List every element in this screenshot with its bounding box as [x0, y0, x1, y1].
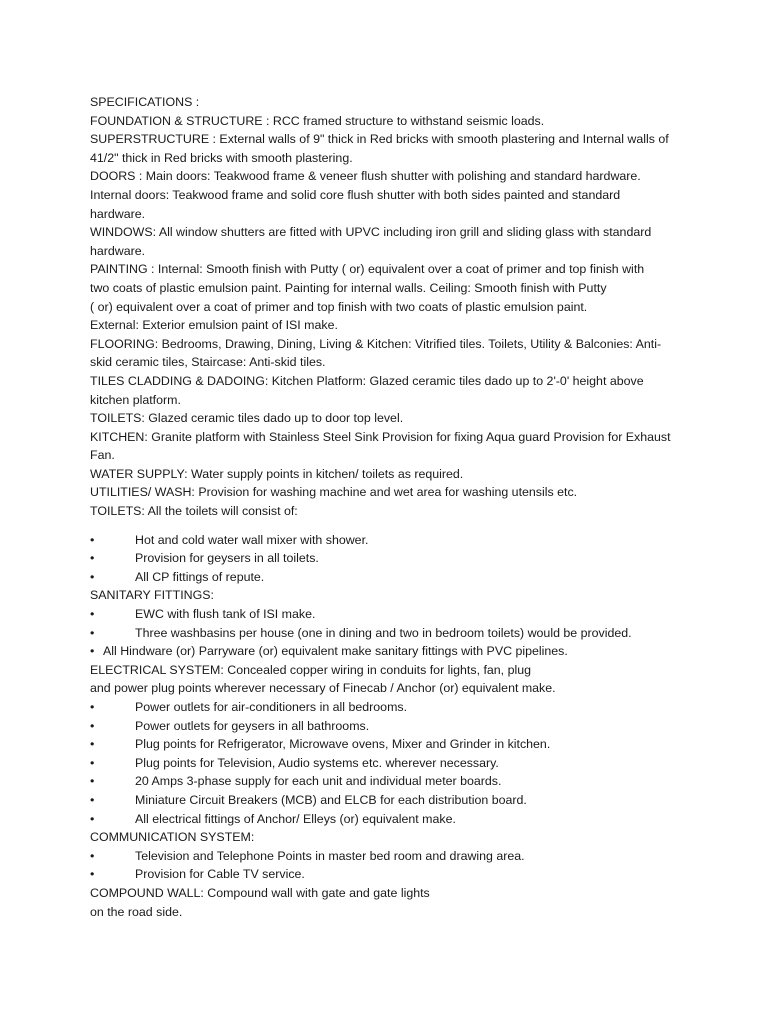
- paragraph-gap: [90, 521, 690, 531]
- bullet-marker: •: [90, 737, 95, 752]
- bullet-text: All CP fittings of repute.: [135, 569, 265, 584]
- bullet-marker: •: [90, 625, 95, 640]
- bullet-marker: •: [90, 532, 95, 547]
- bullet-text: Power outlets for air-conditioners in all bedrooms.: [135, 700, 408, 714]
- bullet-marker: •: [90, 774, 95, 789]
- bullet-text: Plug points for Refrigerator, Microwave ovens, Mixer and Grinder in kitchen.: [135, 737, 551, 752]
- text-line: FOUNDATION & STRUCTURE : RCC framed structure to withstand seismic loads.: [90, 113, 545, 128]
- bullet-text: Provision for geysers in all toilets.: [135, 551, 319, 566]
- bullet-text: Television and Telephone Points in master bed room and drawing area.: [135, 848, 525, 863]
- text-line: COMMUNICATION SYSTEM:: [90, 830, 255, 845]
- bullet-item: [90, 549, 690, 568]
- text-line: hardware.: [90, 206, 146, 221]
- bullet-item: [90, 698, 690, 717]
- bullet-marker: •: [90, 848, 95, 863]
- text-line: TOILETS: All the toilets will consist of:: [90, 504, 298, 519]
- bullet-marker: •: [90, 700, 95, 714]
- bullet-item: [90, 624, 690, 643]
- bullet-text: All Hindware (or) Parryware (or) equivalent make sanitary fittings with PVC pipelines.: [103, 644, 568, 659]
- bullet-marker: •: [90, 644, 95, 659]
- bullet-marker: •: [90, 755, 95, 770]
- bullet-marker: •: [90, 811, 95, 826]
- document-body: [90, 93, 690, 921]
- bullet-item: [90, 754, 690, 773]
- text-line: skid ceramic tiles, Staircase: Anti-skid tiles.: [90, 355, 326, 370]
- bullet-item: [90, 847, 690, 866]
- bullet-text: All electrical fittings of Anchor/ Elleys (or) equivalent make.: [135, 811, 456, 826]
- text-line: KITCHEN: Granite platform with Stainless Steel Sink Provision for fixing Aqua guard Provision for Exhaust: [90, 429, 671, 444]
- text-line: Fan.: [90, 448, 115, 463]
- bullet-text: Plug points for Television, Audio systems etc. wherever necessary.: [135, 755, 499, 770]
- bullet-text: Hot and cold water wall mixer with shower.: [135, 532, 369, 547]
- bullet-item: [90, 791, 690, 810]
- text-line: UTILITIES/ WASH: Provision for washing machine and wet area for washing utensils etc.: [90, 485, 578, 500]
- text-line: COMPOUND WALL: Compound wall with gate and gate lights: [90, 885, 430, 900]
- text-line: TOILETS: Glazed ceramic tiles dado up to door top level.: [90, 411, 404, 426]
- bullet-item: [90, 717, 690, 736]
- text-line: SANITARY FITTINGS:: [90, 588, 214, 603]
- bullet-item: [90, 772, 690, 791]
- text-line: ( or) equivalent over a coat of primer and top finish with two coats of plastic emulsion paint.: [90, 299, 588, 314]
- bullet-item: [90, 865, 690, 884]
- text-line: kitchen platform.: [90, 392, 181, 407]
- text-line: two coats of plastic emulsion paint. Painting for internal walls. Ceiling: Smooth finish with Putty: [90, 280, 607, 295]
- bullet-marker: •: [90, 718, 95, 733]
- bullet-marker: •: [90, 569, 95, 584]
- text-line: hardware.: [90, 243, 146, 258]
- bullet-marker: •: [90, 607, 95, 622]
- bullet-item: [90, 605, 690, 624]
- bullet-text: Three washbasins per house (one in dining and two in bedroom toilets) would be provided.: [135, 625, 632, 640]
- text-line: SPECIFICATIONS :: [90, 95, 200, 109]
- text-line: Internal doors: Teakwood frame and solid core flush shutter with both sides painted and standard: [90, 187, 621, 202]
- bullet-text: 20 Amps 3-phase supply for each unit and individual meter boards.: [135, 774, 502, 789]
- text-line: External: Exterior emulsion paint of ISI make.: [90, 318, 338, 333]
- text-line: on the road side.: [90, 904, 183, 919]
- text-line: and power plug points wherever necessary of Finecab / Anchor (or) equivalent make.: [90, 681, 556, 696]
- text-line: FLOORING: Bedrooms, Drawing, Dining, Living & Kitchen: Vitrified tiles. Toilets, Utility & Balconies: Anti-: [90, 336, 662, 351]
- text-line: DOORS : Main doors: Teakwood frame & veneer flush shutter with polishing and standard hardware.: [90, 169, 641, 184]
- bullet-marker: •: [90, 792, 95, 807]
- bullet-text: EWC with flush tank of ISI make.: [135, 607, 316, 622]
- text-line: TILES CLADDING & DADOING: Kitchen Platform: Glazed ceramic tiles dado up to 2'-0' height above: [90, 373, 644, 388]
- text-line: WATER SUPPLY: Water supply points in kitchen/ toilets as required.: [90, 466, 464, 481]
- bullet-text: Power outlets for geysers in all bathrooms.: [135, 718, 370, 733]
- bullet-item: [90, 810, 690, 829]
- text-line: SUPERSTRUCTURE : External walls of 9" thick in Red bricks with smooth plastering and Internal walls of: [90, 132, 669, 147]
- bullet-item: [90, 568, 690, 587]
- text-line: WINDOWS: All window shutters are fitted with UPVC including iron grill and sliding glass with standard: [90, 225, 652, 240]
- bullet-text: Provision for Cable TV service.: [135, 867, 305, 882]
- bullet-marker: •: [90, 551, 95, 566]
- text-line: 41/2" thick in Red bricks with smooth plastering.: [90, 150, 353, 165]
- bullet-marker: •: [90, 867, 95, 882]
- text-line: PAINTING : Internal: Smooth finish with Putty ( or) equivalent over a coat of primer and top finish with: [90, 262, 645, 277]
- bullet-item: [90, 735, 690, 754]
- bullet-item: [90, 531, 690, 550]
- bullet-text: Miniature Circuit Breakers (MCB) and ELCB for each distribution board.: [135, 792, 527, 807]
- text-line: ELECTRICAL SYSTEM: Concealed copper wiring in conduits for lights, fan, plug: [90, 662, 531, 677]
- bullet-item: [90, 642, 690, 661]
